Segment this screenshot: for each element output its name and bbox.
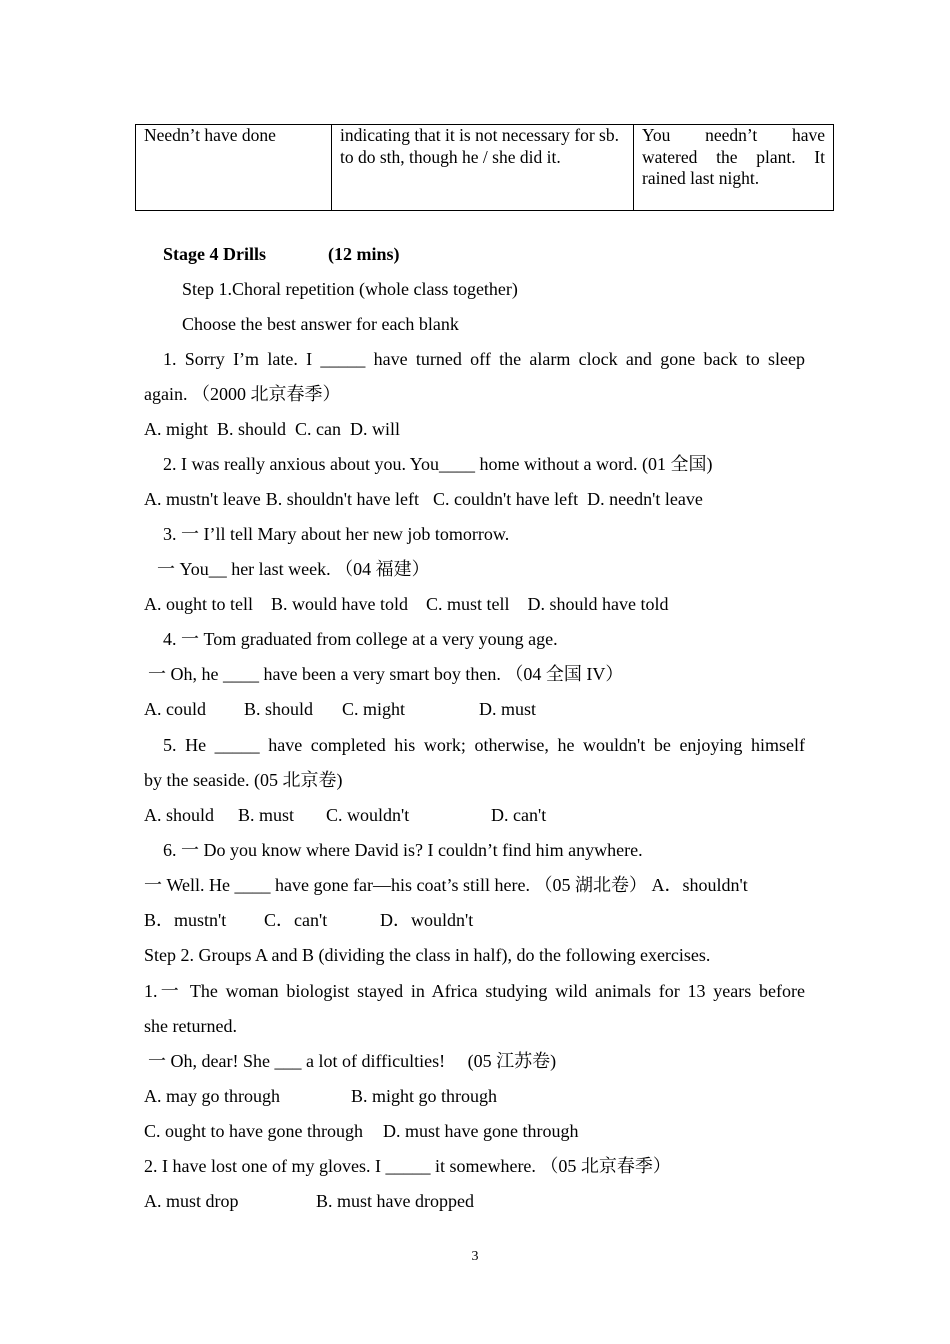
q5-stem-cont: by the seaside. (05 北京卷) [144, 770, 343, 790]
g1-options-row2 [144, 1120, 578, 1142]
q3-options [144, 593, 669, 615]
q3-stem: 3. 一 I’ll tell Mary about her new job tomorrow. [163, 524, 510, 544]
stage-time: (12 mins) [328, 244, 400, 264]
option: C. wouldn't [326, 805, 410, 825]
q6-options [144, 909, 473, 931]
example-line: watered the plant. It [642, 146, 825, 167]
option: B. shouldn't have left [265, 489, 419, 509]
option: A. ought to tell [144, 594, 253, 614]
table-term-cell: Needn’t have done [136, 125, 332, 211]
option: B. should [244, 699, 314, 719]
option: A. might [144, 419, 209, 439]
page-number: 3 [471, 1249, 479, 1264]
q3-reply: 一 You__ her last week. （04 福建） [157, 559, 430, 579]
table-meaning-cell: indicating that it is not necessary for sb. to do sth, though he / she did it. [332, 125, 634, 211]
option: B. would have told [271, 594, 408, 614]
q6-stem: 6. 一 Do you know where David is? I couldn’t find him anywhere. [163, 840, 643, 860]
option: A. should [144, 805, 215, 825]
option: C. couldn't have left [432, 489, 579, 509]
option: B. must [238, 805, 295, 825]
step1-instruction: Choose the best answer for each blank [182, 314, 459, 334]
q2-options [144, 488, 703, 510]
step2-title: Step 2. Groups A and B (dividing the class in half), do the following exercises. [144, 945, 711, 965]
modal-verb-table [135, 124, 834, 211]
option: D. should have told [527, 594, 669, 614]
step1-title: Step 1.Choral repetition (whole class together) [182, 279, 518, 299]
example-line: You needn’t have [642, 125, 825, 145]
option: B. might go through [351, 1086, 498, 1106]
q5-options [144, 804, 546, 826]
g1-stem-cont: she returned. [144, 1016, 237, 1036]
g1-reply: 一 Oh, dear! She ___ a lot of difficulties! (05 江苏卷) [148, 1051, 557, 1071]
option: D. must [479, 699, 537, 719]
option: D. will [350, 419, 401, 439]
stage-heading [163, 243, 400, 265]
example-line: rained last night. [642, 168, 760, 188]
q4-options [144, 698, 536, 720]
option: C．can't [264, 910, 328, 930]
g1-options-row1 [144, 1085, 497, 1107]
q1-options [144, 418, 400, 440]
option: C. must tell [426, 594, 510, 614]
option: C. ought to have gone through [144, 1121, 363, 1141]
option: D．wouldn't [380, 910, 474, 930]
option: A. mustn't leave [144, 489, 261, 509]
q1-stem-cont: again. （2000 北京春季） [144, 384, 341, 404]
option: A. may go through [144, 1086, 280, 1106]
option: B. should [217, 419, 287, 439]
option: D. must have gone through [382, 1121, 579, 1141]
option: B．mustn't [144, 910, 227, 930]
option: A. could [144, 699, 206, 719]
q4-reply: 一 Oh, he ____ have been a very smart boy then. （04 全国 IV） [148, 664, 624, 684]
option: A. must drop [144, 1191, 239, 1211]
option: B. must have dropped [316, 1191, 474, 1211]
q2-stem: 2. I was really anxious about you. You____ home without a word. (01 全国) [163, 454, 713, 474]
table-row [136, 125, 834, 211]
g2-stem: 2. I have lost one of my gloves. I _____ it somewhere. （05 北京春季） [144, 1156, 671, 1176]
q1-stem: 1. Sorry I’m late. I _____ have turned off the alarm clock and gone back to sleep [163, 349, 805, 369]
stage-title: Stage 4 Drills [163, 244, 266, 264]
q6-reply: 一 Well. He ____ have gone far—his coat’s still here. （05 湖北卷） A．shouldn't [144, 875, 748, 895]
option: C. can [295, 419, 342, 439]
g1-stem: 1.一 The woman biologist stayed in Africa studying wild animals for 13 years before [144, 981, 805, 1001]
g2-options [144, 1190, 474, 1212]
q4-stem: 4. 一 Tom graduated from college at a very young age. [163, 629, 558, 649]
option: D. needn't leave [587, 489, 703, 509]
table-example-cell [634, 125, 834, 211]
option: C. might [342, 699, 406, 719]
q5-stem: 5. He _____ have completed his work; otherwise, he wouldn't be enjoying himself [163, 735, 805, 755]
option: D. can't [491, 805, 547, 825]
